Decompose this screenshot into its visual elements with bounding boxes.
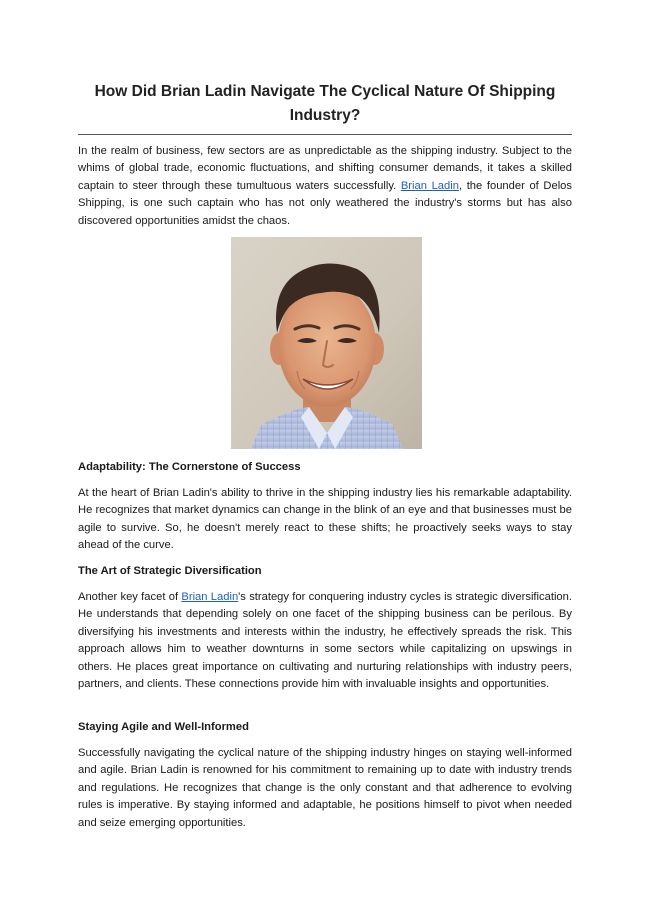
intro-paragraph	[78, 143, 572, 230]
brian-ladin-link[interactable]: Brian Ladin	[400, 179, 459, 192]
section-body-adaptability: At the heart of Brian Ladin's ability to thrive in the shipping industry lies his remarkable adaptability. He recognizes that market dynamics can change in the blink of an eye and that businesses must be agile to survive. So, he doesn't merely react to these shifts; he proactively seeks ways to stay ahead of the curve.	[78, 487, 572, 552]
brian-ladin-link-2[interactable]: Brian Ladin	[181, 591, 239, 603]
portrait-photo	[231, 237, 422, 449]
diversification-text-prefix: Another key facet of	[78, 591, 182, 603]
page-title: How Did Brian Ladin Navigate The Cyclical Nature Of Shipping Industry?	[94, 83, 556, 124]
section-heading-diversification: The Art of Strategic Diversification	[78, 565, 262, 577]
section-body-diversification	[78, 589, 572, 693]
section-body-agile: Successfully navigating the cyclical nature of the shipping industry hinges on staying well-informed and agile. Brian Ladin is renowned for his commitment to remaining up to date with industry trends and regulations. He recognizes that change is the only constant and that adherence to evolving rules is imperative. By staying informed and adaptable, he positions himself to pivot when needed and seize emerging opportunities.	[78, 747, 572, 829]
title-divider	[78, 134, 572, 135]
intro-text-part2: , the founder of Delos Shipping, is one such captain who has not only weathered the industry's storms but has also discovered opportunities amidst the chaos.	[78, 179, 572, 227]
diversification-text-suffix: 's strategy for conquering industry cycles is strategic diversification. He understands that depending solely on one facet of the shipping business can be perilous. By diversifying his investments and interests within the industry, he effectively spreads the risk. This approach allows him to weather downturns in some sectors while capitalizing on upswings in others. He places great importance on cultivating and nurturing relationships with industry peers, partners, and clients. These connections provide him with invaluable insights and opportunities.	[78, 591, 572, 691]
intro-text-part1: In the realm of business, few sectors are as unpredictable as the shipping industry. Subject to the whims of global trade, economic fluctuations, and shifting consumer demands, it takes a skilled captain to steer through these tumultuous waters successfully.	[78, 145, 572, 192]
section-heading-agile: Staying Agile and Well-Informed	[78, 721, 249, 733]
section-heading-adaptability: Adaptability: The Cornerstone of Success	[78, 461, 301, 473]
